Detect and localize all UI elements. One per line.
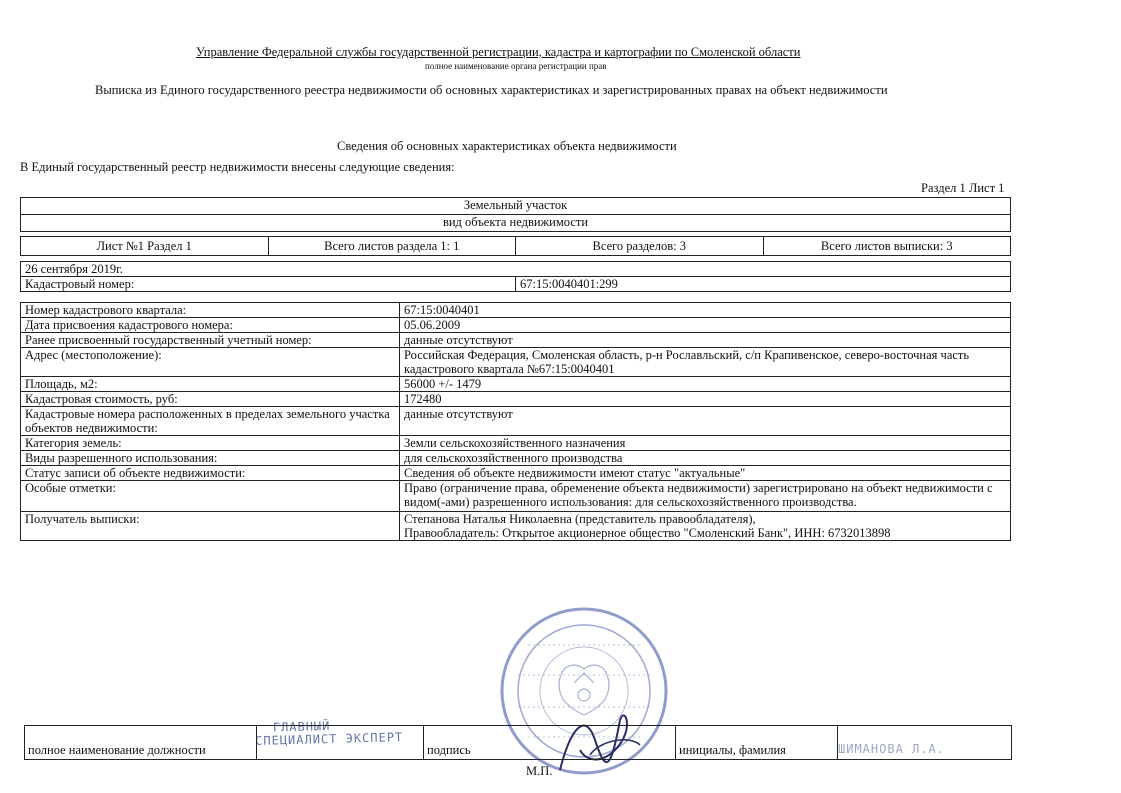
property-value: 67:15:0040401 bbox=[400, 303, 1011, 318]
section-title: Сведения об основных характеристиках объекта недвижимости bbox=[337, 139, 677, 153]
seal-mark: М.П. bbox=[526, 764, 553, 778]
table-row bbox=[21, 318, 1011, 333]
sheet-number: Лист №1 Раздел 1 bbox=[21, 237, 269, 255]
property-value bbox=[400, 512, 1011, 541]
position-blank bbox=[257, 726, 424, 760]
recipient-line: Степанова Наталья Николаевна (представитель правообладателя), bbox=[404, 512, 756, 526]
authority-caption: полное наименование органа регистрации прав bbox=[425, 61, 607, 71]
property-value: данные отсутствуют bbox=[400, 333, 1011, 348]
document-title: Выписка из Единого государственного реестра недвижимости об основных характеристиках и зарегистрированных правах на объект недвижимости bbox=[95, 83, 888, 97]
name-caption: инициалы, фамилия bbox=[676, 726, 838, 760]
property-label: Дата присвоения кадастрового номера: bbox=[21, 318, 400, 333]
property-label: Ранее присвоенный государственный учетный номер: bbox=[21, 333, 400, 348]
property-label: Виды разрешенного использования: bbox=[21, 451, 400, 466]
position-stamp: ГЛАВНЫЙ СПЕЦИАЛИСТ ЭКСПЕРТ bbox=[254, 718, 404, 748]
table-row bbox=[21, 512, 1011, 541]
section-sheet-count: Всего листов раздела 1: 1 bbox=[269, 237, 517, 255]
property-value: Российская Федерация, Смоленская область, р-н Рославльский, с/п Крапивенское, северо-восточная часть кадастрового квартала №67:15:0040401 bbox=[400, 348, 1011, 377]
property-label: Кадастровые номера расположенных в пределах земельного участка объектов недвижимости: bbox=[21, 407, 400, 436]
property-label: Особые отметки: bbox=[21, 481, 400, 512]
sheet-info-row bbox=[20, 236, 1011, 256]
object-type-box bbox=[20, 197, 1011, 232]
property-value: данные отсутствуют bbox=[400, 407, 1011, 436]
table-row bbox=[21, 392, 1011, 407]
object-type: Земельный участок bbox=[21, 198, 1010, 215]
property-value: 172480 bbox=[400, 392, 1011, 407]
property-value: 05.06.2009 bbox=[400, 318, 1011, 333]
table-row bbox=[21, 451, 1011, 466]
owner-line: Правообладатель: Открытое акционерное общество "Смоленский Банк", ИНН: 6732013898 bbox=[404, 526, 891, 540]
property-value: 56000 +/- 1479 bbox=[400, 377, 1011, 392]
table-row bbox=[21, 333, 1011, 348]
property-label: Номер кадастрового квартала: bbox=[21, 303, 400, 318]
table-row bbox=[21, 303, 1011, 318]
property-value: Земли сельскохозяйственного назначения bbox=[400, 436, 1011, 451]
section-reference: Раздел 1 Лист 1 bbox=[921, 181, 1005, 195]
name-stamp: ШИМАНОВА Л.А. bbox=[838, 742, 945, 756]
table-row bbox=[21, 481, 1011, 512]
section-count: Всего разделов: 3 bbox=[516, 237, 764, 255]
table-row bbox=[21, 436, 1011, 451]
table-row bbox=[21, 348, 1011, 377]
table-row bbox=[21, 377, 1011, 392]
signature-caption: подпись bbox=[424, 726, 676, 760]
property-label: Адрес (местоположение): bbox=[21, 348, 400, 377]
position-caption: полное наименование должности bbox=[25, 726, 257, 760]
intro-text: В Единый государственный реестр недвижимости внесены следующие сведения: bbox=[20, 160, 455, 174]
property-label: Статус записи об объекте недвижимости: bbox=[21, 466, 400, 481]
property-label: Кадастровая стоимость, руб: bbox=[21, 392, 400, 407]
property-value: для сельскохозяйственного производства bbox=[400, 451, 1011, 466]
property-label: Площадь, м2: bbox=[21, 377, 400, 392]
extract-date: 26 сентября 2019г. bbox=[21, 262, 1011, 277]
property-label: Категория земель: bbox=[21, 436, 400, 451]
property-label: Получатель выписки: bbox=[21, 512, 400, 541]
cadastral-table bbox=[20, 261, 1011, 292]
cadastral-number-label: Кадастровый номер: bbox=[21, 277, 516, 292]
property-value: Сведения об объекте недвижимости имеют статус "актуальные" bbox=[400, 466, 1011, 481]
object-type-caption: вид объекта недвижимости bbox=[442, 215, 589, 229]
table-row bbox=[21, 407, 1011, 436]
cadastral-number-value: 67:15:0040401:299 bbox=[516, 277, 1011, 292]
properties-table bbox=[20, 302, 1011, 541]
extract-sheet-count: Всего листов выписки: 3 bbox=[820, 238, 953, 253]
table-row bbox=[21, 466, 1011, 481]
property-value: Право (ограничение права, обременение объекта недвижимости) зарегистрировано на объект недвижимости с видом(-ами) разрешенного использования: для сельскохозяйственного производства. bbox=[400, 481, 1011, 512]
authority-name: Управление Федеральной службы государственной регистрации, кадастра и картографии по Смоленской области bbox=[196, 45, 801, 59]
